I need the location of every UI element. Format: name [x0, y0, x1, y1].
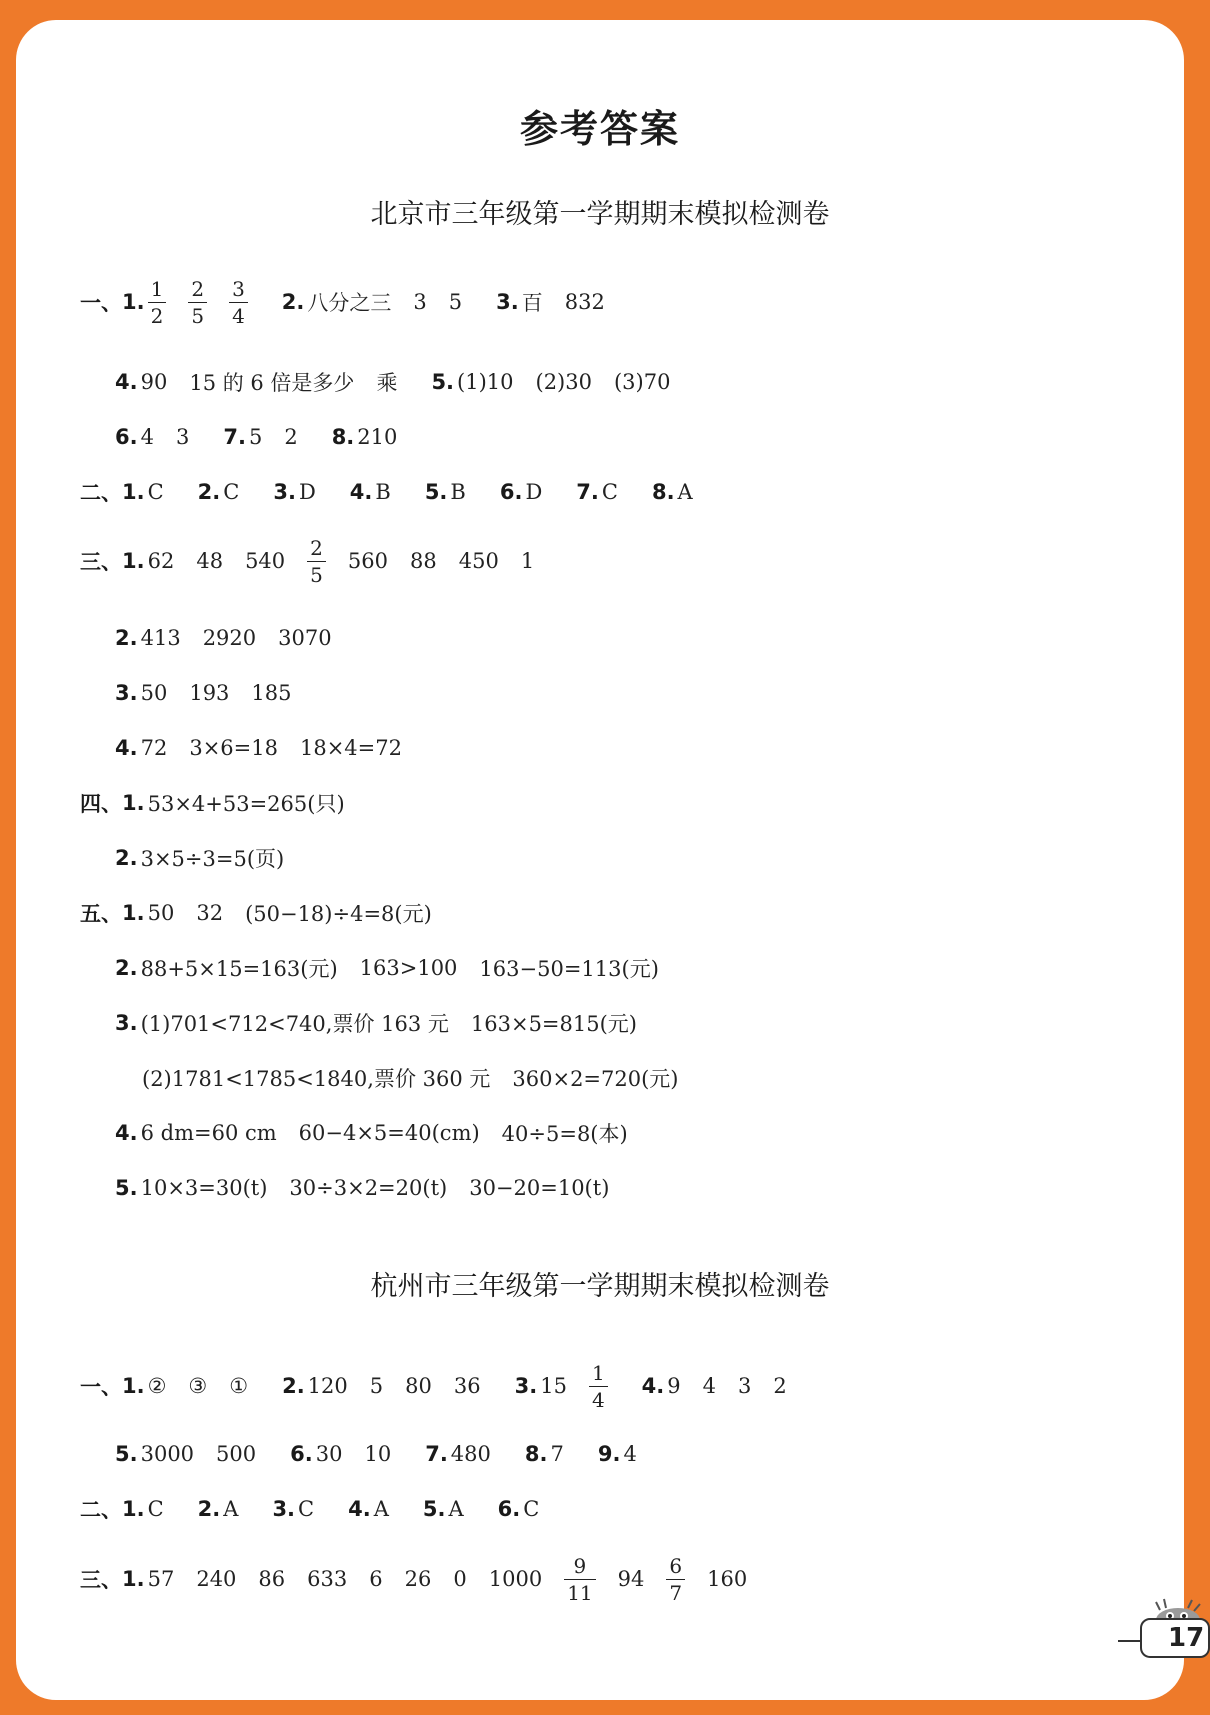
answer-item — [115, 1176, 609, 1200]
answer-item — [115, 1008, 637, 1038]
question-number: 8. — [651, 480, 675, 504]
fraction-numerator: 3 — [232, 276, 245, 301]
answer-value: 210 — [357, 425, 398, 449]
answer-line — [115, 362, 670, 402]
answer-value: 26 — [404, 1567, 432, 1591]
answer-item — [198, 480, 240, 504]
question-number: 6. — [497, 1497, 521, 1521]
answer-line — [115, 1168, 609, 1208]
answer-value: A — [373, 1497, 389, 1521]
answer-item — [115, 1442, 256, 1466]
answer-value: 5 — [369, 1374, 384, 1398]
answer-item — [142, 1063, 679, 1093]
fraction-denominator: 5 — [307, 561, 326, 585]
answer-value: 62 — [147, 549, 175, 573]
question-number: 2. — [197, 1497, 221, 1521]
answer-value: 540 — [245, 549, 286, 573]
question-number: 2. — [281, 290, 305, 314]
answer-value: D — [525, 480, 543, 504]
question-number: 4. — [641, 1374, 665, 1398]
answer-line — [80, 1489, 539, 1529]
question-number: 6. — [290, 1442, 313, 1466]
answer-value: 450 — [458, 549, 499, 573]
answer-value: A — [448, 1497, 464, 1521]
answer-value: ① — [229, 1374, 249, 1398]
fraction — [666, 1553, 685, 1605]
fraction — [229, 276, 248, 328]
answer-item — [115, 953, 659, 983]
answer-line — [142, 1058, 679, 1098]
answer-item — [500, 480, 542, 504]
answer-value: 48 — [196, 549, 224, 573]
section-number: 五、 — [80, 902, 122, 926]
answer-line — [115, 1003, 637, 1043]
answer-value: 30 — [315, 1442, 343, 1466]
question-number: 4. — [115, 1121, 138, 1145]
answer-value: 10×3=30(t) — [140, 1176, 268, 1200]
fraction-denominator: 2 — [148, 302, 167, 326]
answer-value: 2 — [284, 425, 298, 449]
answer-value: 10 — [364, 1442, 392, 1466]
answer-line — [115, 948, 659, 988]
question-number: 3. — [272, 1497, 296, 1521]
fraction-denominator: 7 — [666, 1579, 685, 1603]
question-number: 3. — [514, 1374, 538, 1398]
question-number: 5. — [422, 1497, 446, 1521]
answer-value: 3 — [738, 1374, 752, 1398]
question-number: 2. — [115, 626, 138, 650]
answer-value: 163×5=815(元) — [470, 1012, 637, 1036]
answer-line — [115, 1434, 637, 1474]
answer-value: 185 — [251, 681, 292, 705]
answer-line — [80, 472, 693, 512]
answer-value: 193 — [189, 681, 230, 705]
answer-item — [348, 1497, 389, 1521]
answer-value: 88 — [409, 549, 437, 573]
answer-item — [115, 736, 402, 760]
page-number: 17 — [1140, 1618, 1210, 1658]
question-number: 1. — [122, 901, 145, 925]
answer-value: 0 — [453, 1567, 467, 1591]
answer-value: 40÷5=8(本) — [501, 1122, 628, 1146]
answer-item — [598, 1442, 637, 1466]
question-number: 2. — [282, 1374, 305, 1398]
fraction-denominator: 11 — [564, 1579, 595, 1603]
answer-value: 94 — [617, 1567, 645, 1591]
answer-item — [272, 1497, 314, 1521]
section-heading-beijing: 北京市三年级第一学期期末模拟检测卷 — [370, 199, 830, 230]
answer-item — [122, 480, 164, 504]
answer-value: 30÷3×2=20(t) — [289, 1176, 448, 1200]
answer-item — [332, 425, 398, 449]
answer-value: 72 — [140, 736, 168, 760]
answer-item — [198, 1497, 239, 1521]
fraction-numerator: 1 — [150, 276, 164, 301]
fraction-denominator: 5 — [188, 302, 207, 326]
answer-value: 2 — [773, 1374, 787, 1398]
answer-value: 4 — [140, 425, 154, 449]
answer-line — [115, 673, 292, 713]
question-number: 8. — [524, 1442, 548, 1466]
answer-value: 50 — [147, 901, 175, 925]
answer-item — [652, 480, 693, 504]
answer-item — [514, 1360, 608, 1412]
answer-value: (2)1781<1785<1840,票价 360 元 — [142, 1067, 491, 1091]
answer-value: 50 — [140, 681, 168, 705]
answer-item — [642, 1374, 787, 1398]
answer-value: 53×4+53=265(只) — [147, 792, 345, 816]
answer-value: (50−18)÷4=8(元) — [245, 902, 432, 926]
question-number: 3. — [273, 480, 296, 504]
question-number: 2. — [115, 846, 138, 870]
question-number: 4. — [115, 736, 138, 760]
section-heading-hangzhou: 杭州市三年级第一学期期末模拟检测卷 — [370, 1271, 830, 1302]
answer-line — [115, 1113, 628, 1153]
answer-value: C — [147, 480, 164, 504]
fraction-numerator: 9 — [573, 1553, 587, 1578]
answer-value: 500 — [216, 1442, 257, 1466]
answer-value: ② — [147, 1374, 167, 1398]
fraction — [148, 276, 167, 328]
answer-value: 乘 — [376, 371, 398, 395]
answer-item — [223, 425, 297, 449]
answer-value: C — [601, 480, 618, 504]
answer-item — [115, 681, 292, 705]
answer-item — [115, 425, 189, 449]
answer-line — [115, 838, 284, 878]
answer-item — [576, 480, 618, 504]
answer-item — [115, 843, 284, 873]
answer-item — [122, 276, 248, 328]
fraction-denominator: 4 — [229, 302, 248, 326]
answer-value: (1)701<712<740,票价 163 元 — [140, 1012, 449, 1036]
answer-item — [115, 367, 397, 397]
fraction-numerator: 1 — [591, 1360, 605, 1385]
answer-item — [431, 370, 670, 394]
answer-value: 160 — [707, 1567, 748, 1591]
fraction — [188, 276, 207, 328]
answer-value: 百 — [521, 291, 543, 315]
page-title: 参考答案 — [519, 107, 680, 151]
answer-line — [80, 1543, 747, 1615]
answer-item — [350, 480, 391, 504]
answer-value: 15 的 6 倍是多少 — [189, 371, 355, 395]
answer-value: C — [298, 1497, 315, 1521]
answer-value: C — [223, 480, 240, 504]
answer-item — [290, 1442, 391, 1466]
fraction-numerator: 2 — [310, 535, 323, 560]
answer-value: 163>100 — [359, 956, 458, 980]
question-number: 5. — [115, 1442, 138, 1466]
answer-line — [80, 525, 534, 597]
answer-value: 240 — [196, 1567, 237, 1591]
answer-value: 480 — [450, 1442, 491, 1466]
answer-value: 2920 — [202, 626, 257, 650]
question-number: 2. — [115, 956, 138, 980]
answer-line — [115, 728, 402, 768]
section-number: 二、 — [80, 1498, 122, 1522]
question-number: 1. — [122, 1497, 145, 1521]
answer-value: 90 — [140, 370, 168, 394]
question-number: 5. — [115, 1176, 138, 1200]
page-number-line — [1118, 1640, 1142, 1642]
answer-value: (2)30 — [535, 370, 592, 394]
fraction-denominator: 4 — [589, 1386, 608, 1410]
answer-value: B — [450, 480, 466, 504]
answer-value: 832 — [564, 290, 605, 314]
answer-item — [425, 1442, 491, 1466]
answer-value: 32 — [196, 901, 224, 925]
answer-item — [122, 1374, 248, 1398]
section-number: 一、 — [80, 291, 122, 315]
question-number: 5. — [424, 480, 448, 504]
answer-value: 120 — [307, 1374, 348, 1398]
answer-item — [282, 287, 462, 317]
question-number: 1. — [122, 290, 145, 314]
answer-item — [423, 1497, 464, 1521]
answer-item — [273, 480, 315, 504]
answer-item — [115, 626, 332, 650]
answer-line — [115, 618, 332, 658]
answer-value: B — [375, 480, 391, 504]
section-number: 一、 — [80, 1375, 122, 1399]
answer-line — [80, 266, 605, 338]
question-number: 1. — [122, 480, 145, 504]
question-number: 3. — [496, 290, 519, 314]
answer-value: 560 — [347, 549, 388, 573]
fraction-numerator: 2 — [191, 276, 205, 301]
answer-value: D — [298, 480, 316, 504]
answer-value: 4 — [623, 1442, 637, 1466]
answer-item — [122, 535, 535, 587]
answer-line — [80, 893, 432, 933]
answer-value: A — [677, 480, 693, 504]
answer-value: 6 — [369, 1567, 383, 1591]
question-number: 4. — [348, 1497, 371, 1521]
answer-value: A — [223, 1497, 239, 1521]
question-number: 6. — [499, 480, 523, 504]
answer-value: 3 — [175, 425, 190, 449]
answer-value: 18×4=72 — [299, 736, 402, 760]
answer-item — [115, 1118, 628, 1148]
answer-value: 36 — [453, 1374, 481, 1398]
section-number: 三、 — [80, 550, 122, 574]
answer-value: (1)10 — [457, 370, 514, 394]
answer-item — [496, 287, 605, 317]
question-number: 7. — [223, 425, 246, 449]
answer-line — [115, 417, 397, 457]
fraction — [589, 1360, 608, 1412]
answer-value: 1000 — [488, 1567, 543, 1591]
question-number: 1. — [122, 549, 145, 573]
question-number: 4. — [349, 480, 373, 504]
question-number: 7. — [576, 480, 599, 504]
answer-item — [122, 788, 345, 818]
answer-value: 5 — [248, 425, 263, 449]
answer-line — [80, 1350, 787, 1422]
answer-value: 1 — [520, 549, 535, 573]
answer-value: 9 — [667, 1374, 681, 1398]
answer-value: 60−4×5=40(cm) — [298, 1121, 480, 1145]
question-number: 9. — [597, 1442, 621, 1466]
answer-value: ③ — [188, 1374, 208, 1398]
answer-item — [122, 1553, 748, 1605]
answer-item — [425, 480, 466, 504]
question-number: 7. — [425, 1442, 448, 1466]
answer-value: 30−20=10(t) — [469, 1176, 610, 1200]
question-number: 3. — [115, 681, 138, 705]
section-number: 三、 — [80, 1568, 122, 1592]
answer-value: 7 — [550, 1442, 564, 1466]
section-number: 四、 — [80, 792, 122, 816]
answer-value: (3)70 — [613, 370, 671, 394]
answer-page — [16, 20, 1184, 1700]
fraction-numerator: 6 — [669, 1553, 683, 1578]
fraction — [307, 535, 326, 587]
answer-value: 3×6=18 — [189, 736, 278, 760]
section-number: 二、 — [80, 481, 122, 505]
answer-value: 5 — [448, 290, 463, 314]
answer-value: 3070 — [278, 626, 332, 650]
answer-item — [525, 1442, 564, 1466]
answer-item — [498, 1497, 540, 1521]
question-number: 3. — [115, 1011, 138, 1035]
answer-value: 3×5÷3=5(页) — [140, 847, 285, 871]
question-number: 1. — [122, 1567, 145, 1591]
answer-item — [122, 1497, 164, 1521]
answer-value: 86 — [258, 1567, 286, 1591]
answer-value: 80 — [405, 1374, 432, 1398]
question-number: 1. — [122, 1374, 145, 1398]
answer-value: 413 — [140, 626, 181, 650]
answer-item — [122, 898, 432, 928]
answer-value: 6 dm=60 cm — [140, 1121, 277, 1145]
answer-value: 57 — [147, 1567, 175, 1591]
answer-item — [282, 1374, 481, 1398]
answer-value: 88+5×15=163(元) — [140, 957, 338, 981]
answer-value: 360×2=720(元) — [512, 1067, 679, 1091]
answer-value: 15 — [540, 1374, 567, 1398]
answer-value: 3 — [413, 290, 427, 314]
question-number: 6. — [115, 425, 138, 449]
answer-value: 633 — [307, 1567, 348, 1591]
question-number: 8. — [331, 425, 355, 449]
answer-value: 4 — [702, 1374, 717, 1398]
answer-line — [80, 783, 345, 823]
fraction — [564, 1553, 595, 1605]
answer-value: 八分之三 — [307, 291, 392, 315]
question-number: 2. — [197, 480, 221, 504]
answer-value: C — [147, 1497, 164, 1521]
question-number: 5. — [431, 370, 455, 394]
answer-value: C — [523, 1497, 540, 1521]
answer-value: 3000 — [140, 1442, 195, 1466]
question-number: 4. — [115, 370, 138, 394]
answer-value: 163−50=113(元) — [479, 957, 659, 981]
question-number: 1. — [122, 791, 145, 815]
